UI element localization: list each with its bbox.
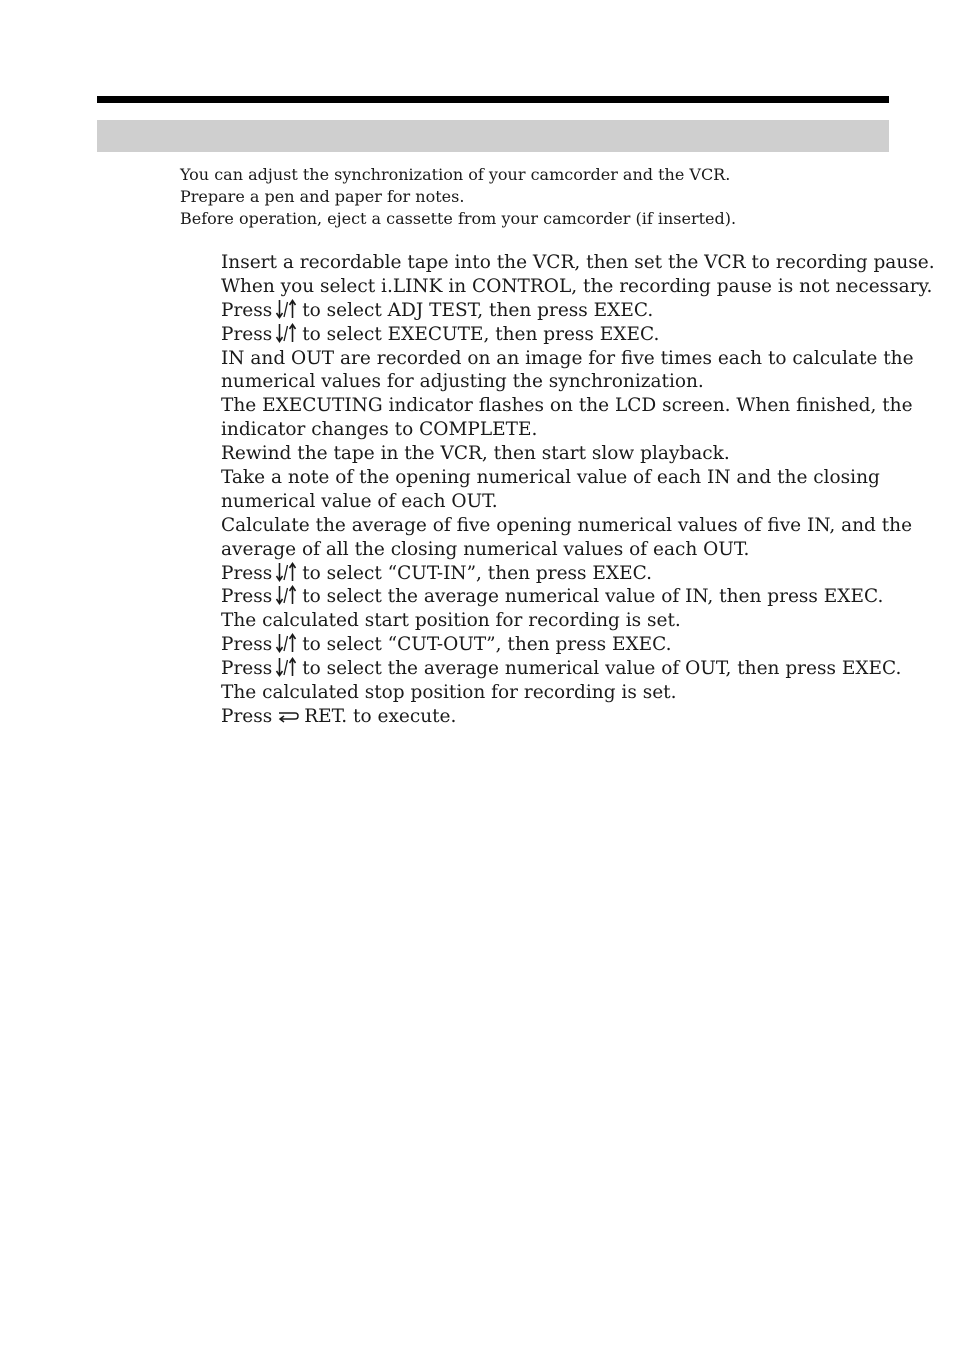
step-line: Insert a recordable tape into the VCR, then set the VCR to recording pause. xyxy=(221,252,935,273)
step-line: The calculated start position for recording is set. xyxy=(221,610,681,632)
step-line: When you select i.LINK in CONTROL, the recording pause is not necessary. xyxy=(221,275,933,297)
step-line: Calculate the average of five opening numerical values of five IN, and the xyxy=(221,514,913,536)
step-line: Press to select “CUT-OUT”, then press EXEC. xyxy=(221,634,672,656)
section-header-bar xyxy=(97,120,889,152)
step-line: Press to select the average numerical value of OUT, then press EXEC. xyxy=(221,658,902,680)
step-line: Press to select EXECUTE, then press EXEC. xyxy=(221,323,660,345)
intro-line: Prepare a pen and paper for notes. xyxy=(180,187,465,206)
step-line: Press RET. to execute. xyxy=(221,705,457,727)
return-arrow-icon xyxy=(276,710,300,724)
step-line: average of all the closing numerical values of each OUT. xyxy=(221,538,750,560)
intro-line: Before operation, eject a cassette from your camcorder (if inserted). xyxy=(180,209,737,228)
intro-text xyxy=(180,164,880,230)
step-line: Press to select ADJ TEST, then press EXEC. xyxy=(221,299,654,321)
step-line: The EXECUTING indicator flashes on the LCD screen. When finished, the xyxy=(221,395,913,417)
step-line: Press to select “CUT-IN”, then press EXEC. xyxy=(221,562,652,584)
step-line: Rewind the tape in the VCR, then start slow playback. xyxy=(221,443,730,465)
step-line: The calculated stop position for recording is set. xyxy=(221,682,677,704)
down-up-arrow-icon xyxy=(275,299,298,319)
step-line: Press to select the average numerical value of IN, then press EXEC. xyxy=(221,586,884,608)
step-line: indicator changes to COMPLETE. xyxy=(221,419,538,441)
down-up-arrow-icon xyxy=(275,323,298,343)
step-line: numerical values for adjusting the synchronization. xyxy=(221,371,704,393)
intro-line: You can adjust the synchronization of your camcorder and the VCR. xyxy=(180,165,731,184)
down-up-arrow-icon xyxy=(275,585,298,605)
step-line: Take a note of the opening numerical value of each IN and the closing xyxy=(221,467,880,489)
down-up-arrow-icon xyxy=(275,657,298,677)
step-line: numerical value of each OUT. xyxy=(221,490,498,512)
down-up-arrow-icon xyxy=(275,562,298,582)
step-line: IN and OUT are recorded on an image for five times each to calculate the xyxy=(221,347,914,369)
top-rule xyxy=(97,96,889,103)
procedure-steps xyxy=(221,251,935,729)
down-up-arrow-icon xyxy=(275,633,298,653)
